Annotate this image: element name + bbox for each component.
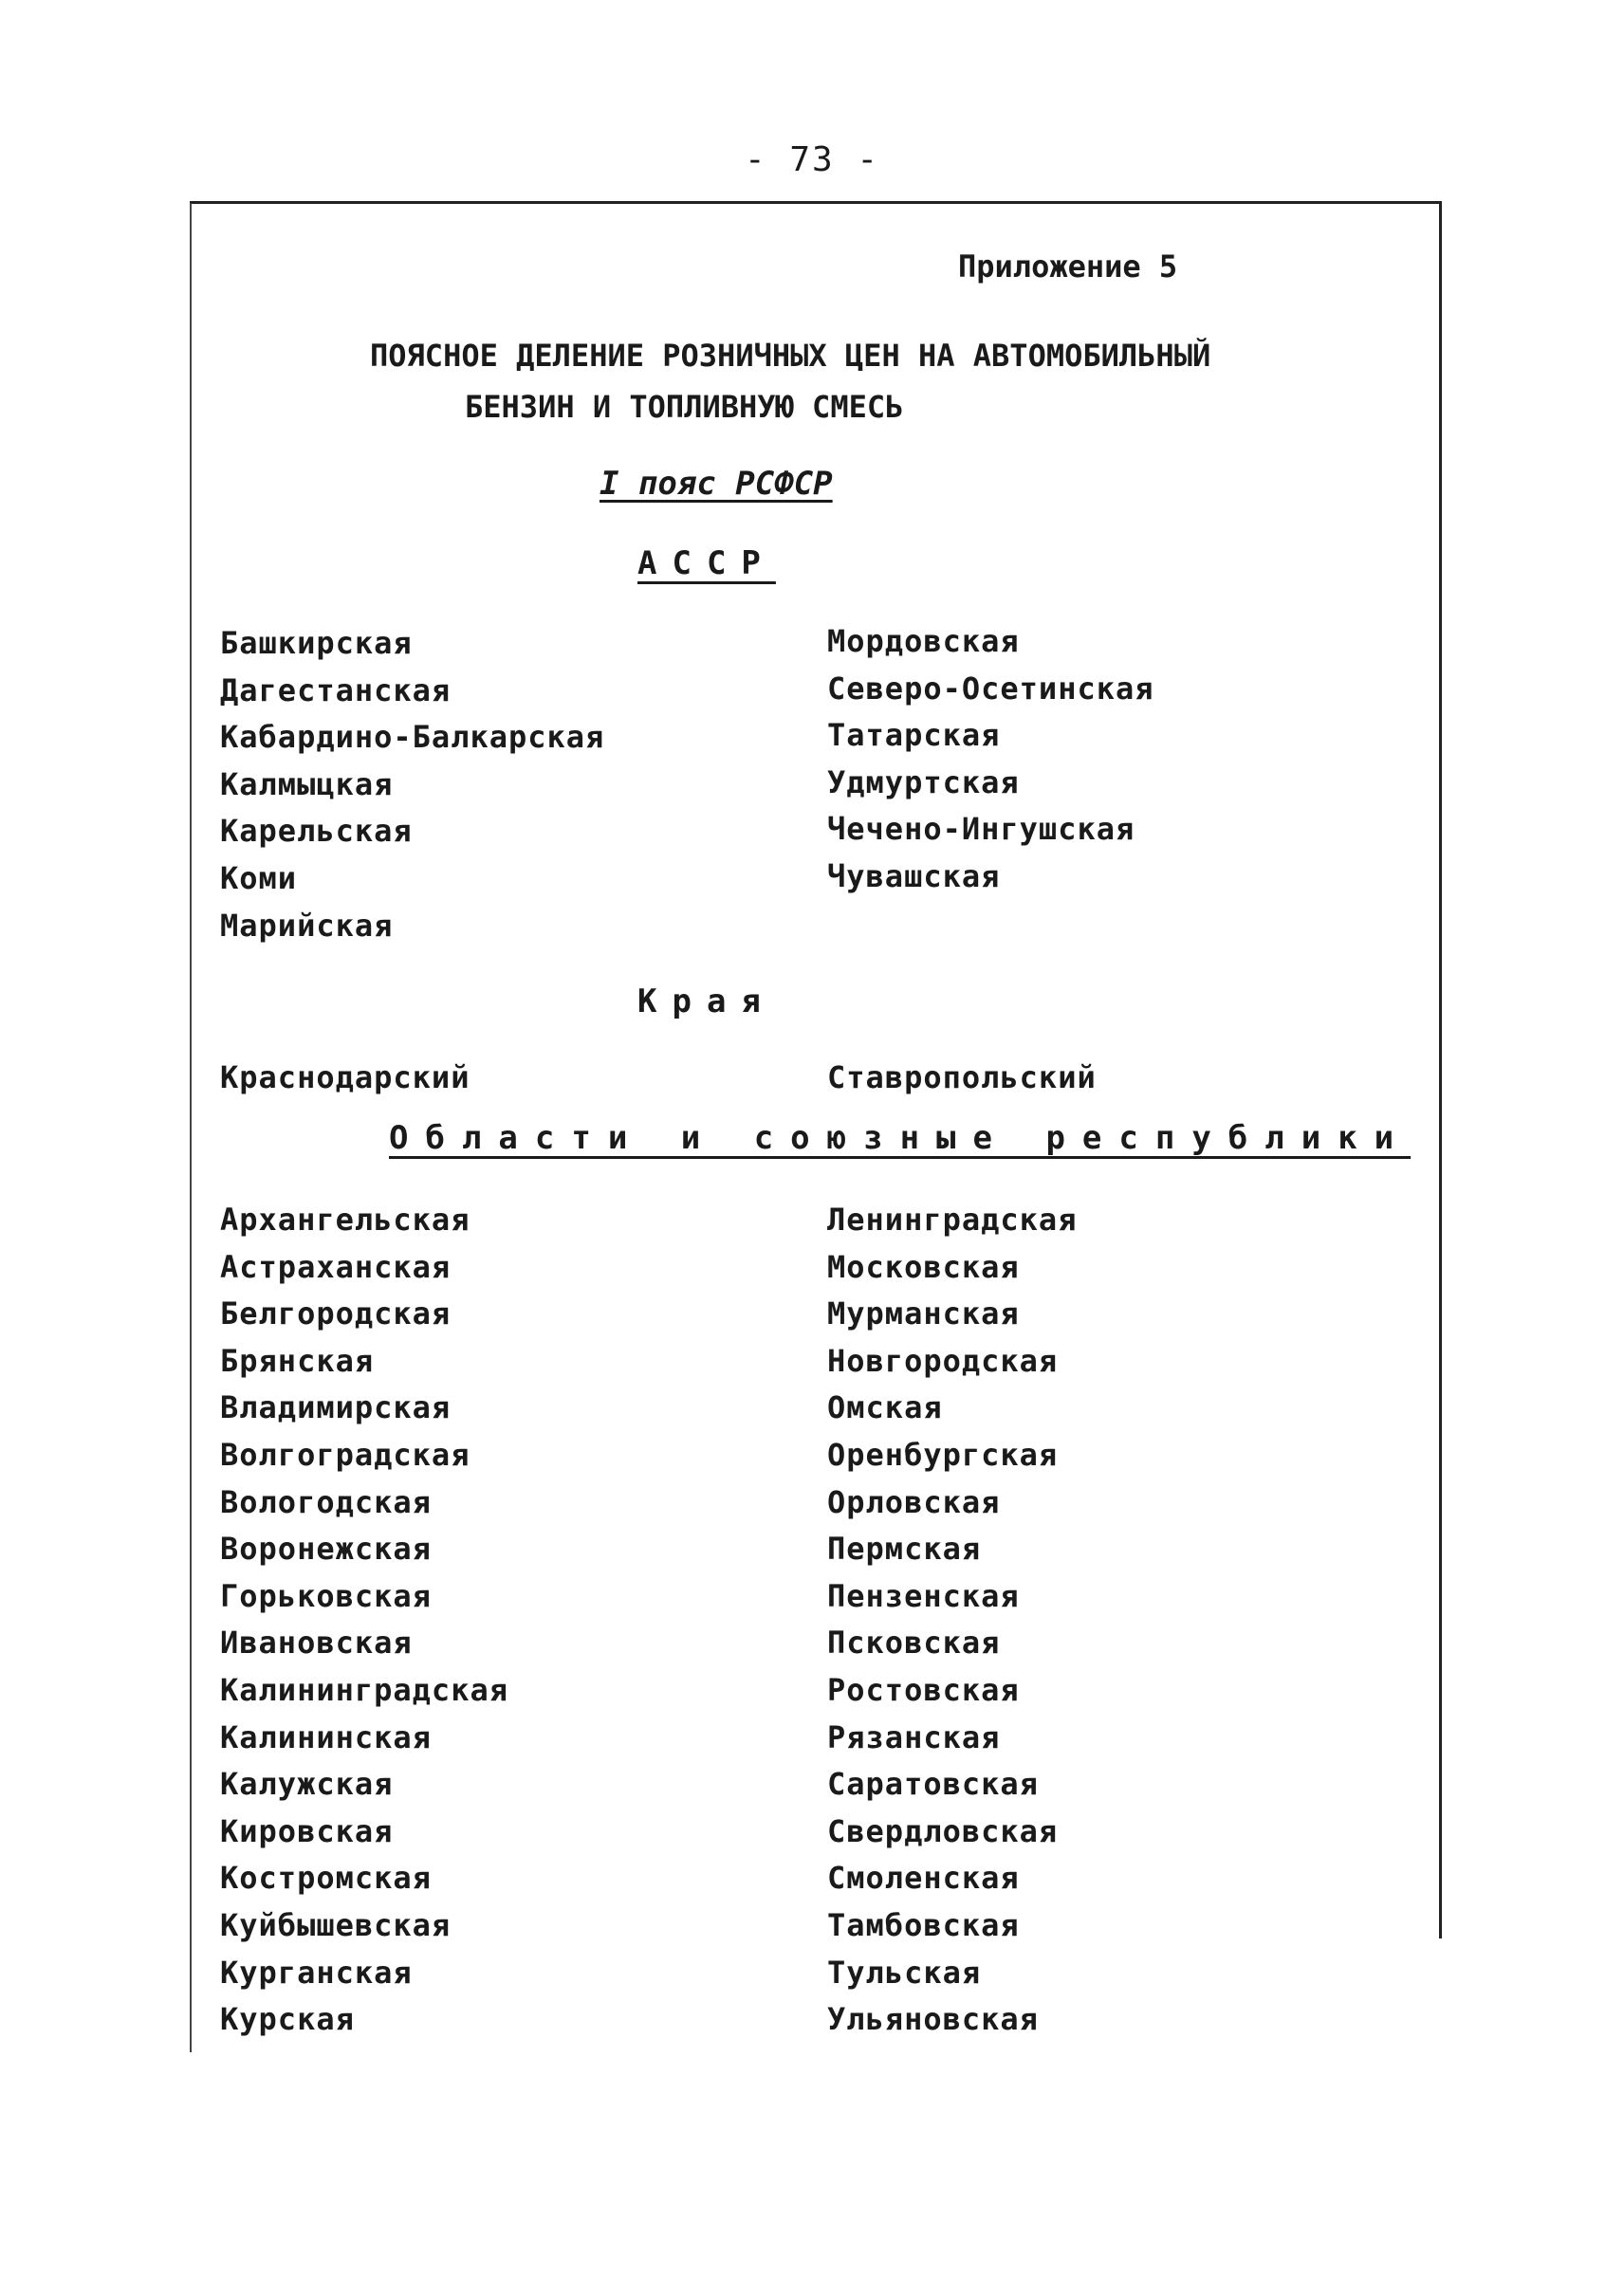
list-item: Татарская (827, 717, 1001, 754)
list-item: Белгородская (220, 1295, 452, 1332)
list-item: Архангельская (220, 1202, 471, 1238)
list-item: Рязанская (827, 1718, 1001, 1755)
list-item: Кировская (220, 1812, 394, 1849)
list-item: Ульяновская (827, 2001, 1039, 2038)
page-number: - 73 - (744, 140, 880, 179)
list-item: Тамбовская (827, 1906, 1020, 1943)
list-item: Калмыцкая (220, 765, 394, 802)
list-item: Пензенская (827, 1577, 1020, 1614)
assr-left-list (220, 620, 604, 949)
assr-right-list (827, 618, 1154, 901)
list-item: Мурманская (827, 1295, 1020, 1332)
list-item: Новгородская (827, 1342, 1059, 1379)
list-item: Ивановская (220, 1625, 413, 1662)
list-item: Костромская (220, 1860, 432, 1897)
list-item: Коми (220, 859, 298, 896)
list-item: Чувашская (827, 857, 1001, 894)
frame-top-border (190, 201, 1442, 204)
list-item: Мордовская (827, 623, 1020, 659)
list-item: Кабардино-Балкарская (220, 719, 605, 756)
list-item: Куйбышевская (220, 1906, 452, 1943)
document-title-line-2: БЕНЗИН И ТОПЛИВНУЮ СМЕСЬ (465, 389, 904, 425)
list-item: Пермская (827, 1531, 982, 1568)
list-item: Астраханская (220, 1248, 452, 1285)
kraya-left-list (220, 1055, 470, 1102)
list-item: Краснодарский (220, 1059, 471, 1095)
list-item: Горьковская (220, 1577, 432, 1614)
list-item: Удмуртская (827, 763, 1020, 800)
list-item: Курская (220, 2001, 355, 2038)
appendix-label: Приложение 5 (958, 248, 1178, 285)
section-heading-oblasti: Области и союзные республики (389, 1119, 1412, 1157)
list-item: Оренбургская (827, 1436, 1059, 1473)
oblasti-right-list (827, 1197, 1077, 2044)
list-item: Омская (827, 1389, 943, 1426)
list-item: Орловская (827, 1483, 1001, 1520)
list-item: Дагестанская (220, 671, 452, 708)
oblasti-left-list (220, 1197, 508, 2044)
zone-heading: I пояс РСФСР (600, 465, 833, 503)
list-item: Свердловская (827, 1812, 1059, 1849)
list-item: Карельская (220, 813, 413, 850)
frame-right-border (1439, 203, 1442, 1938)
list-item: Курганская (220, 1954, 413, 1991)
section-heading-assr: АССР (637, 544, 776, 582)
list-item: Башкирская (220, 625, 413, 661)
list-item: Брянская (220, 1342, 375, 1379)
list-item: Калининградская (220, 1671, 508, 1708)
list-item: Северо-Осетинская (827, 670, 1154, 707)
list-item: Тульская (827, 1954, 982, 1991)
list-item: Воронежская (220, 1531, 432, 1568)
list-item: Волгоградская (220, 1436, 471, 1473)
list-item: Чечено-Ингушская (827, 811, 1135, 848)
list-item: Псковская (827, 1625, 1001, 1662)
document-title-line-1: ПОЯСНОЕ ДЕЛЕНИЕ РОЗНИЧНЫХ ЦЕН НА АВТОМОБИЛЬНЫЙ (370, 338, 1211, 374)
list-item: Смоленская (827, 1860, 1020, 1897)
list-item: Ростовская (827, 1671, 1020, 1708)
list-item: Калининская (220, 1718, 432, 1755)
list-item: Марийская (220, 907, 394, 944)
section-heading-kraya: Края (637, 983, 776, 1020)
kraya-right-list (827, 1055, 1097, 1102)
list-item: Калужская (220, 1766, 394, 1803)
list-item: Московская (827, 1248, 1020, 1285)
list-item: Саратовская (827, 1766, 1039, 1803)
list-item: Ленинградская (827, 1202, 1078, 1238)
list-item: Ставропольский (827, 1059, 1097, 1095)
list-item: Вологодская (220, 1483, 432, 1520)
frame-left-border (190, 203, 192, 2052)
list-item: Владимирская (220, 1389, 452, 1426)
